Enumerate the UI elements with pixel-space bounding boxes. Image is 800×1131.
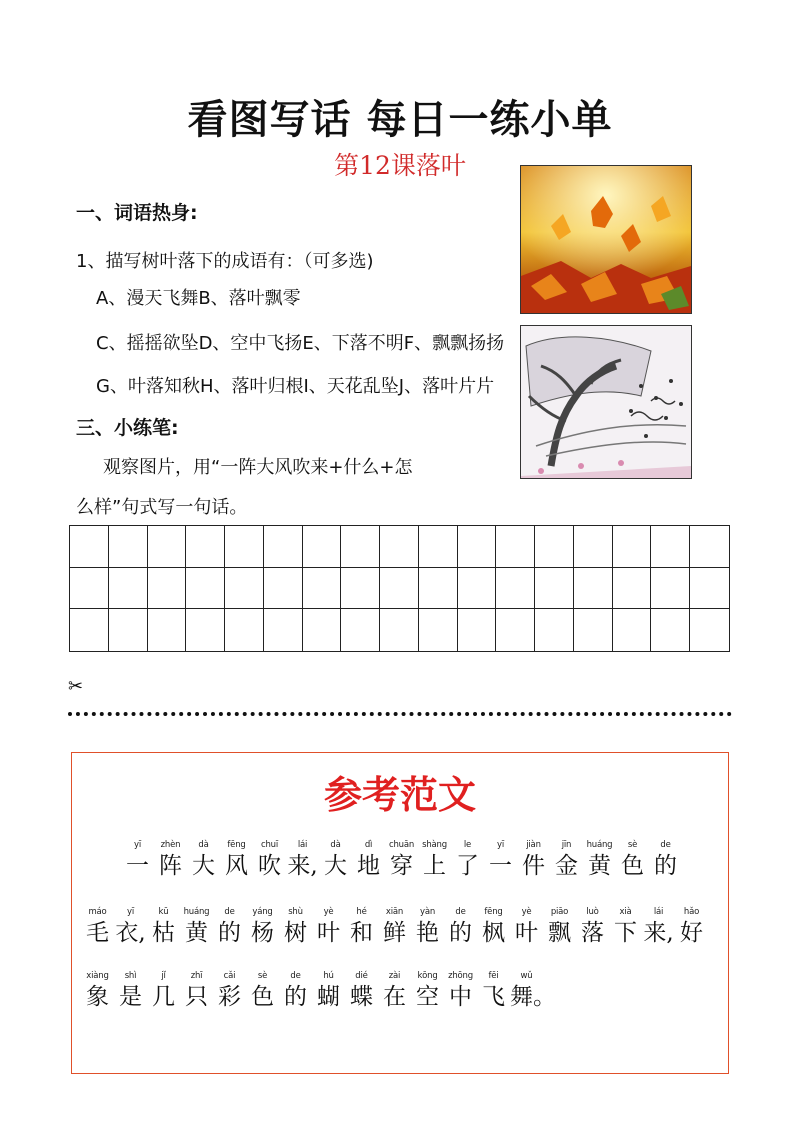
- ruby-char: [312, 969, 345, 1011]
- grid-cell[interactable]: [535, 568, 574, 610]
- pinyin: zhōng: [448, 971, 473, 981]
- question-1: 1、描写树叶落下的成语有：（可多选): [76, 251, 374, 272]
- pinyin: de: [290, 971, 301, 981]
- section1-heading: 一、词语热身:: [76, 202, 198, 224]
- grid-cell[interactable]: [225, 526, 264, 568]
- ruby-char: [451, 838, 484, 880]
- pinyin: chuī: [260, 840, 278, 850]
- hanzi: 大: [324, 853, 347, 879]
- ruby-char: [286, 838, 319, 880]
- grid-cell[interactable]: [690, 526, 729, 568]
- grid-cell[interactable]: [70, 609, 109, 651]
- ruby-char: [246, 905, 279, 947]
- pinyin: xiān: [385, 907, 404, 917]
- option-line-2: C、摇摇欲坠D、空中飞扬E、下落不明F、飘飘扬扬: [96, 333, 505, 354]
- grid-cell[interactable]: [574, 609, 613, 651]
- grid-cell[interactable]: [70, 526, 109, 568]
- hanzi: 的: [654, 853, 677, 879]
- ruby-char: [418, 838, 451, 880]
- ruby-char: [279, 905, 312, 947]
- ruby-char: [385, 838, 418, 880]
- pinyin: huáng: [586, 840, 613, 850]
- ruby-char: [642, 905, 675, 947]
- hanzi: 毛: [86, 920, 109, 946]
- hanzi: 在: [383, 984, 406, 1010]
- pinyin: yáng: [252, 907, 273, 917]
- ruby-char: [543, 905, 576, 947]
- grid-cell[interactable]: [458, 526, 497, 568]
- grid-cell[interactable]: [186, 526, 225, 568]
- hanzi: 枯: [152, 920, 175, 946]
- grid-cell[interactable]: [341, 526, 380, 568]
- grid-cell[interactable]: [496, 568, 535, 610]
- pinyin: huáng: [183, 907, 210, 917]
- hanzi: 黄: [588, 853, 611, 879]
- pinyin: le: [463, 840, 472, 850]
- ruby-char: [319, 838, 352, 880]
- hanzi: 下: [614, 920, 637, 946]
- ruby-char: [609, 905, 642, 947]
- grid-cell[interactable]: [303, 568, 342, 610]
- writing-grid[interactable]: [69, 525, 730, 652]
- grid-cell[interactable]: [419, 526, 458, 568]
- ruby-char: [484, 838, 517, 880]
- grid-cell[interactable]: [535, 609, 574, 651]
- pinyin: fēng: [227, 840, 246, 850]
- pinyin: máo: [88, 907, 107, 917]
- pinyin: xiàng: [86, 971, 109, 981]
- ruby-char: [213, 905, 246, 947]
- lesson-subtitle: 第12课落叶: [334, 151, 466, 180]
- grid-cell[interactable]: [458, 568, 497, 610]
- hanzi: 落: [581, 920, 604, 946]
- grid-cell[interactable]: [574, 568, 613, 610]
- pinyin: jīn: [561, 840, 572, 850]
- ruby-char: [616, 838, 649, 880]
- ruby-char: [444, 905, 477, 947]
- hanzi: 一: [126, 853, 149, 879]
- ruby-char: [253, 838, 286, 880]
- ruby-char: [180, 905, 213, 947]
- pinyin: shì: [124, 971, 137, 981]
- grid-cell[interactable]: [419, 609, 458, 651]
- grid-cell[interactable]: [613, 568, 652, 610]
- prompt-line-1: 观察图片，用“一阵大风吹来+什么+怎: [103, 457, 413, 478]
- pinyin: kōng: [417, 971, 438, 981]
- pinyin: hǎo: [683, 907, 700, 917]
- grid-cell[interactable]: [303, 609, 342, 651]
- hanzi: 象: [86, 984, 109, 1010]
- ruby-char: [675, 905, 708, 947]
- pinyin: dié: [355, 971, 368, 981]
- autumn-leaves-photo: [520, 165, 692, 314]
- ruby-char: [180, 969, 213, 1011]
- grid-cell[interactable]: [651, 609, 690, 651]
- grid-cell[interactable]: [690, 568, 729, 610]
- ruby-char: [477, 905, 510, 947]
- ruby-char: [114, 905, 147, 947]
- hanzi: 金: [555, 853, 578, 879]
- option-line-1: A、漫天飞舞B、落叶飘零: [96, 288, 301, 309]
- pinyin: fēi: [488, 971, 499, 981]
- ruby-char: [345, 905, 378, 947]
- hanzi: 蝶: [350, 984, 373, 1010]
- ruby-char: [517, 838, 550, 880]
- pinyin: sè: [257, 971, 268, 981]
- pinyin: lái: [653, 907, 664, 917]
- pinyin: yī: [497, 840, 504, 850]
- ruby-char: [114, 969, 147, 1011]
- pinyin: wǔ: [520, 971, 533, 981]
- hanzi: 艳: [416, 920, 439, 946]
- grid-cell[interactable]: [535, 526, 574, 568]
- hanzi: 空: [416, 984, 439, 1010]
- pinyin: piāo: [550, 907, 569, 917]
- pinyin: cǎi: [223, 971, 236, 981]
- ruby-char: [121, 838, 154, 880]
- grid-cell[interactable]: [690, 609, 729, 651]
- hanzi: 鲜: [383, 920, 406, 946]
- hanzi: 叶: [317, 920, 340, 946]
- pinyin: chuān: [388, 840, 415, 850]
- pinyin: dà: [330, 840, 341, 850]
- reference-title: 参考范文: [323, 772, 476, 817]
- ruby-char: [378, 969, 411, 1011]
- pinyin: dì: [364, 840, 373, 850]
- pinyin: zài: [388, 971, 401, 981]
- hanzi: 大: [192, 853, 215, 879]
- grid-cell[interactable]: [341, 609, 380, 651]
- reference-row-1: [121, 838, 682, 880]
- grid-cell[interactable]: [496, 609, 535, 651]
- hanzi: 和: [350, 920, 373, 946]
- ruby-char: [246, 969, 279, 1011]
- hanzi: 来,: [287, 853, 318, 879]
- grid-cell[interactable]: [148, 568, 187, 610]
- hanzi: 色: [251, 984, 274, 1010]
- grid-cell[interactable]: [613, 609, 652, 651]
- hanzi: 是: [119, 984, 142, 1010]
- option-line-3: G、叶落知秋H、落叶归根I、天花乱坠J、落叶片片: [96, 376, 495, 397]
- grid-cell[interactable]: [148, 609, 187, 651]
- hanzi: 衣,: [115, 920, 146, 946]
- hanzi: 风: [225, 853, 248, 879]
- pinyin: yàn: [419, 907, 436, 917]
- hanzi: 叶: [515, 920, 538, 946]
- hanzi: 舞。: [510, 984, 556, 1010]
- pinyin: luò: [586, 907, 599, 917]
- pinyin: shàng: [422, 840, 447, 850]
- pinyin: lái: [297, 840, 308, 850]
- ruby-char: [187, 838, 220, 880]
- grid-cell[interactable]: [70, 568, 109, 610]
- ruby-char: [444, 969, 477, 1011]
- hanzi: 中: [449, 984, 472, 1010]
- pinyin: zhī: [190, 971, 203, 981]
- grid-cell[interactable]: [109, 568, 148, 610]
- hanzi: 树: [284, 920, 307, 946]
- grid-cell[interactable]: [613, 526, 652, 568]
- pinyin: de: [224, 907, 235, 917]
- grid-cell[interactable]: [341, 568, 380, 610]
- hanzi: 吹: [258, 853, 281, 879]
- ruby-char: [649, 838, 682, 880]
- ruby-char: [411, 905, 444, 947]
- grid-cell[interactable]: [380, 526, 419, 568]
- ruby-char: [510, 969, 556, 1011]
- scissors-icon: ✂: [68, 676, 84, 697]
- ruby-char: [550, 838, 583, 880]
- hanzi: 枫: [482, 920, 505, 946]
- grid-cell[interactable]: [651, 526, 690, 568]
- grid-cell[interactable]: [574, 526, 613, 568]
- pinyin: de: [455, 907, 466, 917]
- page-title: 看图写话 每日一练小单: [187, 96, 613, 143]
- ruby-char: [147, 905, 180, 947]
- grid-cell[interactable]: [148, 526, 187, 568]
- ruby-char: [279, 969, 312, 1011]
- pinyin: hú: [323, 971, 334, 981]
- hanzi: 来,: [643, 920, 674, 946]
- hanzi: 了: [456, 853, 479, 879]
- reference-row-2: [81, 905, 708, 947]
- pinyin: kū: [158, 907, 169, 917]
- pinyin: fēng: [484, 907, 503, 917]
- grid-cell[interactable]: [380, 609, 419, 651]
- prompt-line-2: 么样”句式写一句话。: [76, 497, 248, 518]
- hanzi: 色: [621, 853, 644, 879]
- reference-row-3: [81, 969, 556, 1011]
- grid-cell[interactable]: [186, 568, 225, 610]
- grid-cell[interactable]: [303, 526, 342, 568]
- hanzi: 只: [185, 984, 208, 1010]
- ruby-char: [312, 905, 345, 947]
- pinyin: yī: [127, 907, 134, 917]
- hanzi: 的: [449, 920, 472, 946]
- section3-heading: 三、小练笔:: [76, 417, 179, 439]
- grid-cell[interactable]: [496, 526, 535, 568]
- grid-cell[interactable]: [225, 568, 264, 610]
- hanzi: 黄: [185, 920, 208, 946]
- hanzi: 好: [680, 920, 703, 946]
- ruby-char: [477, 969, 510, 1011]
- pinyin: de: [660, 840, 671, 850]
- pinyin: jǐ: [161, 971, 166, 981]
- pinyin: shù: [288, 907, 303, 917]
- ruby-char: [583, 838, 616, 880]
- ruby-char: [213, 969, 246, 1011]
- grid-cell[interactable]: [109, 526, 148, 568]
- grid-cell[interactable]: [419, 568, 458, 610]
- ruby-char: [220, 838, 253, 880]
- ruby-char: [81, 905, 114, 947]
- hanzi: 上: [423, 853, 446, 879]
- windy-tree-drawing: [520, 325, 692, 479]
- ruby-char: [147, 969, 180, 1011]
- pinyin: hé: [356, 907, 367, 917]
- grid-cell[interactable]: [264, 609, 303, 651]
- ruby-char: [345, 969, 378, 1011]
- hanzi: 的: [218, 920, 241, 946]
- hanzi: 阵: [159, 853, 182, 879]
- ruby-char: [510, 905, 543, 947]
- grid-cell[interactable]: [186, 609, 225, 651]
- ruby-char: [378, 905, 411, 947]
- grid-cell[interactable]: [264, 568, 303, 610]
- hanzi: 穿: [390, 853, 413, 879]
- pinyin: sè: [627, 840, 638, 850]
- hanzi: 飞: [482, 984, 505, 1010]
- grid-cell[interactable]: [225, 609, 264, 651]
- hanzi: 几: [152, 984, 175, 1010]
- grid-cell[interactable]: [380, 568, 419, 610]
- hanzi: 杨: [251, 920, 274, 946]
- ruby-char: [154, 838, 187, 880]
- pinyin: yī: [134, 840, 141, 850]
- hanzi: 地: [357, 853, 380, 879]
- pinyin: yè: [323, 907, 334, 917]
- hanzi: 蝴: [317, 984, 340, 1010]
- ruby-char: [411, 969, 444, 1011]
- grid-cell[interactable]: [651, 568, 690, 610]
- pinyin: xià: [619, 907, 632, 917]
- pinyin: dà: [198, 840, 209, 850]
- grid-cell[interactable]: [109, 609, 148, 651]
- ruby-char: [81, 969, 114, 1011]
- pinyin: yè: [521, 907, 532, 917]
- pinyin: zhèn: [160, 840, 181, 850]
- hanzi: 飘: [548, 920, 571, 946]
- ruby-char: [352, 838, 385, 880]
- pinyin: jiàn: [526, 840, 541, 850]
- hanzi: 彩: [218, 984, 241, 1010]
- hanzi: 的: [284, 984, 307, 1010]
- grid-cell[interactable]: [264, 526, 303, 568]
- hanzi: 件: [522, 853, 545, 879]
- ruby-char: [576, 905, 609, 947]
- cut-line: [68, 712, 732, 716]
- grid-cell[interactable]: [458, 609, 497, 651]
- hanzi: 一: [489, 853, 512, 879]
